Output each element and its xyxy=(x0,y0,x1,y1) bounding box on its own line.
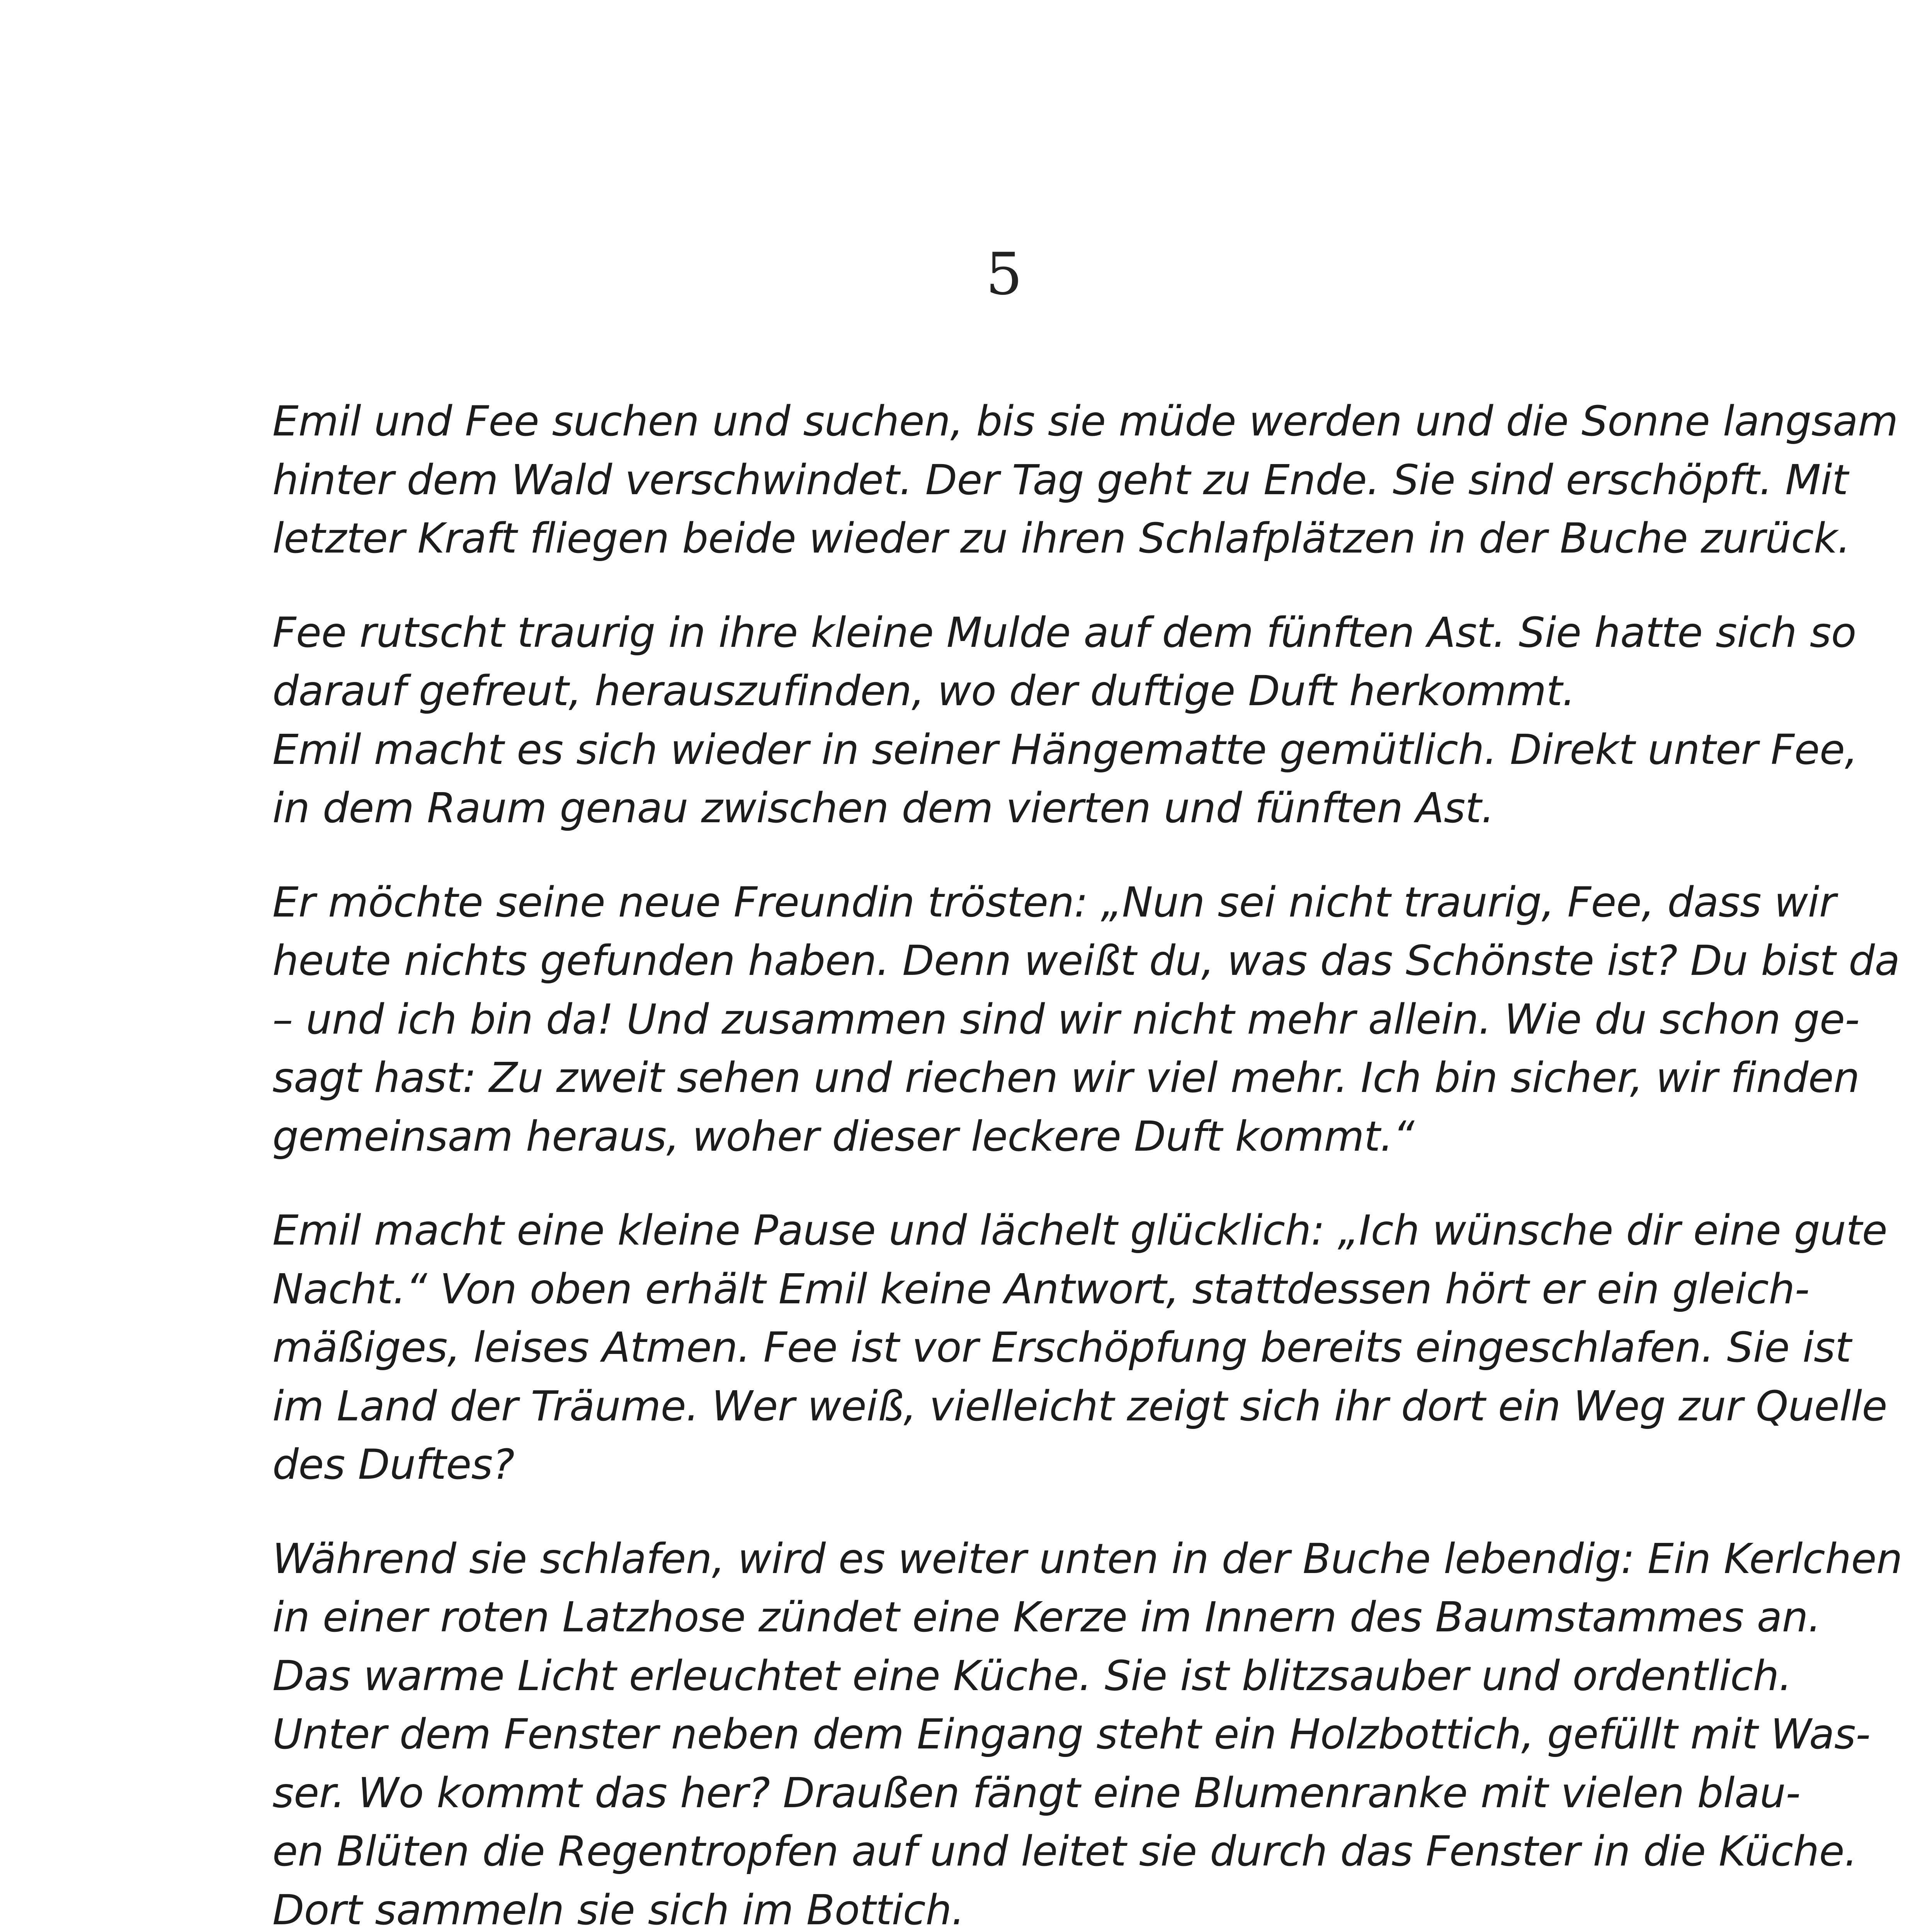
text-line: Emil macht es sich wieder in seiner Hängematte gemütlich. Direkt unter Fee, xyxy=(272,726,1858,774)
text-line: Nacht.“ Von oben erhält Emil keine Antwort, stattdessen hört er ein gleich- xyxy=(272,1265,1810,1313)
text-line: Unter dem Fenster neben dem Eingang steht ein Holzbottich, gefüllt mit Was- xyxy=(272,1711,1871,1759)
text-line: mäßiges, leises Atmen. Fee ist vor Erschöpfung bereits eingeschlafen. Sie ist xyxy=(272,1324,1851,1372)
text-line: darauf gefreut, herauszufinden, wo der duftige Duft herkommt. xyxy=(272,667,1575,715)
paragraph-3 xyxy=(272,874,1900,1167)
text-line: letzter Kraft fliegen beide wieder zu ihren Schlafplätzen in der Buche zurück. xyxy=(272,515,1850,563)
text-line: Emil und Fee suchen und suchen, bis sie müde werden und die Sonne langsam xyxy=(272,398,1898,446)
text-line: in dem Raum genau zwischen dem vierten und fünften Ast. xyxy=(272,784,1494,832)
text-line: en Blüten die Regentropfen auf und leitet sie durch das Fenster in die Küche. xyxy=(272,1828,1857,1876)
text-line: Das warme Licht erleuchtet eine Küche. Sie ist blitzsauber und ordentlich. xyxy=(272,1652,1792,1700)
paragraph-5 xyxy=(272,1530,1903,1932)
text-line: im Land der Träume. Wer weiß, vielleicht zeigt sich ihr dort ein Weg zur Quelle xyxy=(272,1382,1888,1430)
text-line: sagt hast: Zu zweit sehen und riechen wir viel mehr. Ich bin sicher, wir finden xyxy=(272,1054,1860,1102)
paragraph-1 xyxy=(272,393,1898,568)
text-line: – und ich bin da! Und zusammen sind wir nicht mehr allein. Wie du schon ge- xyxy=(272,995,1860,1044)
text-line: heute nichts gefunden haben. Denn weißt du, was das Schönste ist? Du bist da xyxy=(272,937,1900,985)
text-line: gemeinsam heraus, woher dieser leckere Duft kommt.“ xyxy=(272,1112,1415,1161)
text-line: Fee rutscht traurig in ihre kleine Mulde auf dem fünften Ast. Sie hatte sich so xyxy=(272,609,1856,657)
text-line: ser. Wo kommt das her? Draußen fängt eine Blumenranke mit vielen blau- xyxy=(272,1769,1801,1817)
body-text xyxy=(272,393,1903,1932)
paragraph-4 xyxy=(272,1202,1888,1495)
text-line: in einer roten Latzhose zündet eine Kerze im Innern des Baumstammes an. xyxy=(272,1594,1821,1641)
chapter-number: 5 xyxy=(985,241,1023,308)
text-line: Emil macht eine kleine Pause und lächelt glücklich: „Ich wünsche dir eine gute xyxy=(272,1207,1888,1255)
text-line: Während sie schlafen, wird es weiter unten in der Buche lebendig: Ein Kerlchen xyxy=(272,1535,1903,1583)
text-line: hinter dem Wald verschwindet. Der Tag geht zu Ende. Sie sind erschöpft. Mit xyxy=(272,456,1848,504)
paragraph-2 xyxy=(272,604,1858,838)
text-line: des Duftes? xyxy=(272,1441,515,1489)
text-line: Er möchte seine neue Freundin trösten: „Nun sei nicht traurig, Fee, dass wir xyxy=(272,878,1836,927)
text-line: Dort sammeln sie sich im Bottich. xyxy=(272,1886,965,1932)
